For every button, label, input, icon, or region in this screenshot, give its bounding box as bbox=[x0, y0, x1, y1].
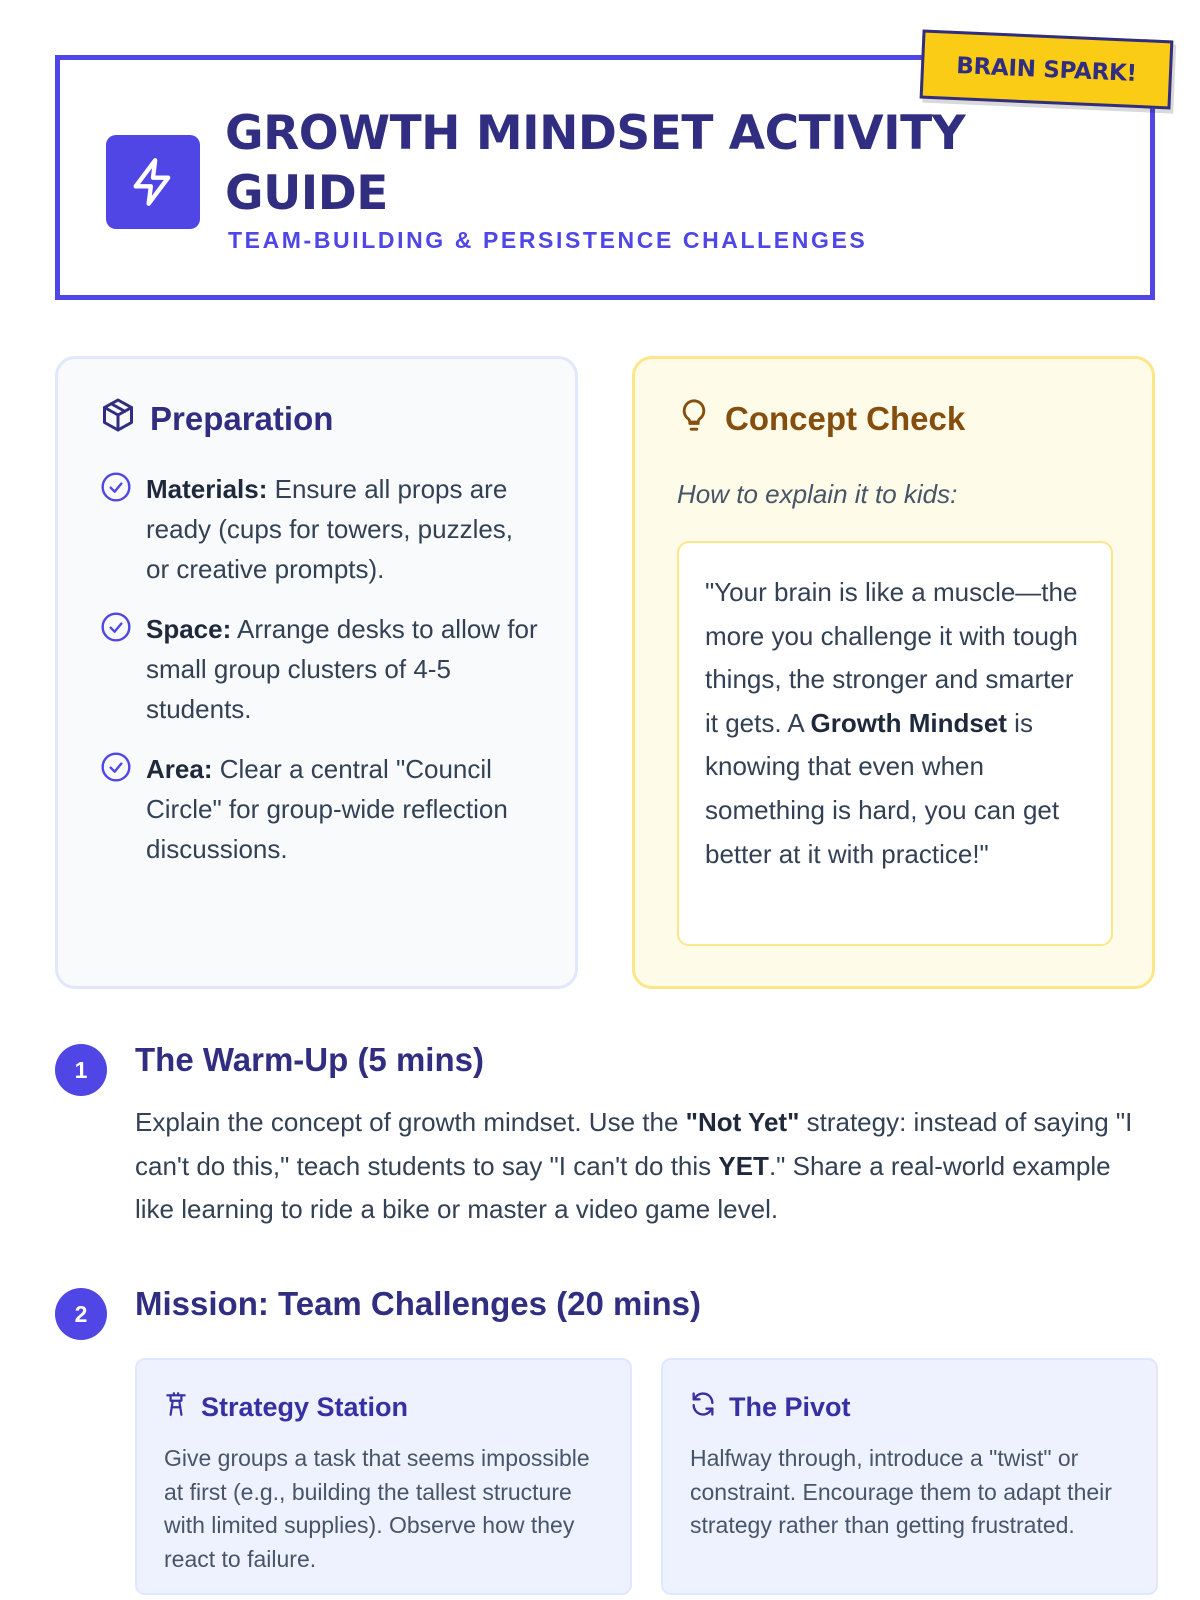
item-label: Area: bbox=[146, 754, 213, 784]
list-item bbox=[100, 469, 540, 589]
quote-text: is knowing that even when something is hard, you can get better at it with practice!" bbox=[705, 707, 1060, 869]
list-item bbox=[100, 749, 540, 869]
brain-spark-stamp: BRAIN SPARK! bbox=[920, 30, 1174, 110]
preparation-list bbox=[100, 469, 540, 889]
step-number-badge: 1 bbox=[55, 1044, 107, 1096]
page-title: GROWTH MINDSET ACTIVITY GUIDE bbox=[225, 106, 966, 221]
step-emphasis: YET bbox=[718, 1150, 769, 1181]
step-emphasis: "Not Yet" bbox=[685, 1107, 800, 1137]
step-number-badge: 2 bbox=[55, 1288, 107, 1340]
quote-text: "Your brain is like a muscle—the more you challenge it with tough things, the stronger and smarter it gets. A bbox=[705, 577, 1078, 738]
preparation-title: Preparation bbox=[150, 400, 334, 437]
lightbulb-icon bbox=[677, 397, 711, 441]
step-title: The Warm-Up (5 mins) bbox=[135, 1041, 484, 1078]
list-item bbox=[100, 609, 540, 729]
item-text: Arrange desks to allow for small group clusters of 4-5 students. bbox=[146, 614, 538, 724]
box-icon bbox=[100, 397, 136, 441]
check-circle-icon bbox=[100, 609, 132, 729]
sub-card-title: The Pivot bbox=[729, 1392, 851, 1422]
check-circle-icon bbox=[100, 749, 132, 869]
concept-check-heading bbox=[677, 397, 965, 441]
step-text: ." Share a real-world example like learning to ride a bike or master a video game level. bbox=[135, 1150, 1111, 1225]
quote-emphasis: Growth Mindset bbox=[810, 707, 1007, 738]
step-text: strategy: instead of saying "I can't do this," teach students to say "I can't do this bbox=[135, 1107, 1133, 1181]
concept-check-card bbox=[632, 356, 1155, 989]
strategy-station-card bbox=[135, 1358, 632, 1595]
sub-card-heading bbox=[163, 1390, 408, 1425]
preparation-card bbox=[55, 356, 578, 989]
concept-intro: How to explain it to kids: bbox=[677, 479, 958, 509]
check-circle-icon bbox=[100, 469, 132, 589]
step-title: Mission: Team Challenges (20 mins) bbox=[135, 1285, 702, 1322]
sub-card-heading bbox=[689, 1390, 851, 1425]
refresh-icon bbox=[689, 1390, 717, 1425]
step-body bbox=[135, 1101, 1145, 1232]
page-subtitle: TEAM-BUILDING & PERSISTENCE CHALLENGES bbox=[228, 227, 868, 253]
preparation-heading bbox=[100, 397, 333, 441]
the-pivot-card bbox=[661, 1358, 1158, 1595]
item-label: Materials: bbox=[146, 474, 268, 504]
sub-card-body: Give groups a task that seems impossible at first (e.g., building the tallest structure with limited supplies). Observe how they react to failure. bbox=[164, 1445, 590, 1572]
item-label: Space: bbox=[146, 614, 232, 644]
concept-quote bbox=[677, 541, 1113, 946]
sub-card-body: Halfway through, introduce a "twist" or constraint. Encourage them to adapt their strategy rather than getting frustrated. bbox=[690, 1445, 1112, 1538]
step-text: Explain the concept of growth mindset. Use the bbox=[135, 1107, 686, 1137]
concept-check-title: Concept Check bbox=[725, 400, 966, 437]
item-text: Ensure all props are ready (cups for towers, puzzles, or creative prompts). bbox=[146, 474, 514, 584]
tower-icon bbox=[163, 1390, 189, 1425]
sub-card-title: Strategy Station bbox=[201, 1392, 409, 1422]
item-text: Clear a central "Council Circle" for group-wide reflection discussions. bbox=[146, 754, 508, 864]
lightning-bolt-icon bbox=[106, 135, 200, 229]
